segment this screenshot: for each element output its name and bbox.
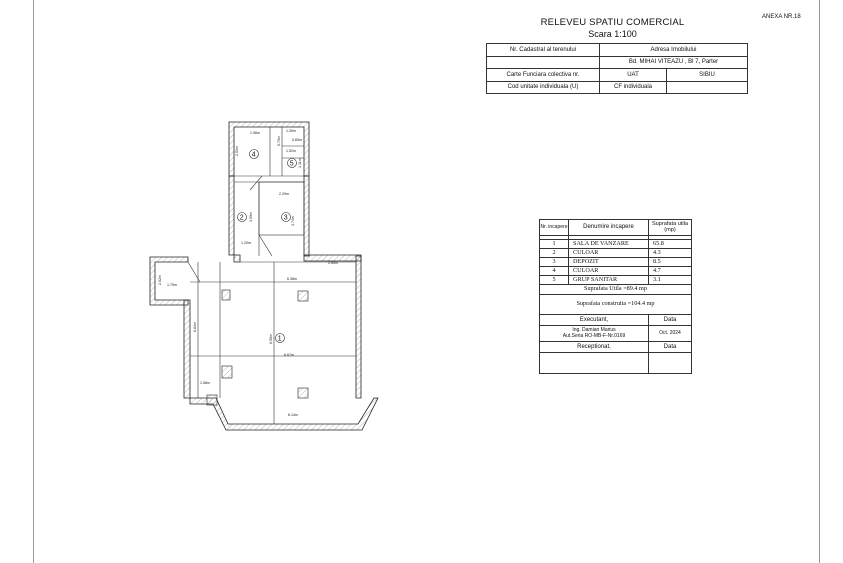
engineer-name: Ing. Damian Marius xyxy=(572,327,616,334)
row-nr: 3 xyxy=(540,258,569,267)
date-label: Data xyxy=(649,315,692,326)
dim-label: 6.38m xyxy=(287,277,297,281)
cf-collective-label: Carte Funciara colectiva nr. xyxy=(487,69,600,82)
svg-text:3: 3 xyxy=(283,214,288,222)
cadastral-label: Nr. Cadastral al terenului xyxy=(487,44,600,57)
row-nr: 1 xyxy=(540,240,569,249)
svg-text:2: 2 xyxy=(239,214,244,222)
row-nr: 2 xyxy=(540,249,569,258)
date-label-2: Data xyxy=(649,342,692,353)
dim-label: 1.79m xyxy=(167,283,177,287)
uat-label: UAT xyxy=(600,69,667,82)
row-nr: 4 xyxy=(540,267,569,276)
row-area: 65.8 xyxy=(649,240,692,249)
scale-label: Scara 1:100 xyxy=(588,29,637,39)
dim-label: 2.01m xyxy=(235,146,239,156)
address-value: Bd. MIHAI VITEAZU , Bl 7, Parter xyxy=(600,56,748,69)
svg-text:4: 4 xyxy=(251,151,256,159)
row-area: 4.3 xyxy=(649,249,692,258)
dim-label: 0.73m xyxy=(277,136,281,146)
dim-label: 1.96m xyxy=(250,131,260,135)
date-value: Oct. 2024 xyxy=(649,326,692,342)
columns xyxy=(207,290,308,405)
dim-label: 6.56m xyxy=(269,334,273,344)
col-name-header: Denumire incapere xyxy=(569,220,649,236)
dim-label: 3.74m xyxy=(291,216,295,226)
dim-label: 2.02m xyxy=(158,275,162,285)
col-nr-header: Nr. incapere xyxy=(540,220,569,236)
address-label: Adresa Imobilului xyxy=(600,44,748,57)
dim-label: 2.29m xyxy=(279,192,289,196)
room-number-5 xyxy=(288,159,297,168)
dim-label: 1.58m xyxy=(200,381,210,385)
dim-label: 6.67m xyxy=(284,353,294,357)
unit-code-label: Cod unitate individuala (U) xyxy=(487,81,600,94)
col-area-header: Suprafata utila (mp) xyxy=(649,220,692,236)
annex-label: ANEXA NR.18 xyxy=(762,14,801,20)
dim-label: 1.20m xyxy=(241,241,251,245)
dim-label: 0.65m xyxy=(292,138,302,142)
dim-label: 1.39m xyxy=(286,129,296,133)
row-area: 4.7 xyxy=(649,267,692,276)
row-area: 3.1 xyxy=(649,276,692,285)
built-area: Suprafata construita =104.4 mp xyxy=(540,295,692,315)
cf-individual-label: CF individuala xyxy=(600,81,667,94)
dim-label: 6.14m xyxy=(288,413,298,417)
authorization: Aut.Seria RO-MB-F-Nr.0169 xyxy=(562,332,626,339)
useful-area: Suprafata Utila =89.4 mp xyxy=(540,285,692,295)
room-number-3 xyxy=(282,213,291,222)
dim-label: 3.09m xyxy=(249,212,253,222)
row-nr: 5 xyxy=(540,276,569,285)
dim-label: 1.52m xyxy=(286,149,296,153)
row-name: DEPOZIT xyxy=(569,258,649,267)
row-name: CULOAR xyxy=(569,267,649,276)
room-number-1 xyxy=(276,334,285,343)
interior-lines xyxy=(188,127,356,424)
row-area: 8.5 xyxy=(649,258,692,267)
dim-label: 6.84m xyxy=(193,322,197,332)
room-numbers xyxy=(238,150,297,343)
svg-text:1: 1 xyxy=(277,335,282,343)
executant-label: Executant, xyxy=(540,315,649,326)
room-number-4 xyxy=(250,150,259,159)
dim-label: 2.65m xyxy=(328,261,338,265)
row-name: GRUP SANITAR xyxy=(569,276,649,285)
row-name: SALA DE VANZARE xyxy=(569,240,649,249)
svg-text:5: 5 xyxy=(289,160,294,168)
room-number-2 xyxy=(238,213,247,222)
uat-value: SIBIU xyxy=(667,69,748,82)
row-name: CULOAR xyxy=(569,249,649,258)
document-title: RELEVEU SPATIU COMERCIAL xyxy=(540,17,685,28)
exterior-walls xyxy=(150,122,378,430)
dim-label: 1.11m xyxy=(298,158,302,168)
receptioned-label: Receptionat, xyxy=(540,342,649,353)
